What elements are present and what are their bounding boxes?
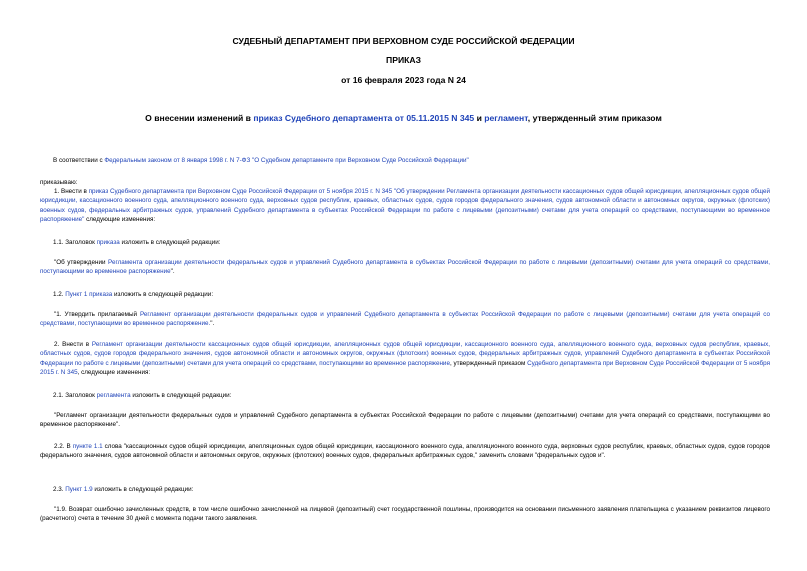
clause-1-suffix: следующие изменения: bbox=[84, 215, 156, 223]
clause-2-1-suffix: изложить в следующей редакции: bbox=[130, 392, 232, 399]
clause-1-2-prefix: 1.2. bbox=[53, 291, 66, 298]
quote-3: "Регламент организации деятельности федеральных судов и управлений Судебного департамента в субъектах Российской Федерации по работе с лицевыми (депозитными) счетами для учета операций со средствами, поступающими во временное распоряжение". bbox=[40, 412, 770, 429]
quote-2-suffix: ". bbox=[210, 320, 215, 328]
title-prefix: О внесении изменений в bbox=[145, 113, 254, 123]
basis-paragraph bbox=[53, 156, 773, 165]
clause-1-order-link[interactable]: приказ Судебного департамента при Верховном Суде Российской Федерации от 5 ноября 2015 г. N 345 "Об утверждении Регламента организации деятельности кассационных судов общей юрисдикции, апелляционных судов общей юрисдикции, кассационного военного суда, апелляционного военного суда, верховных судов республик, краевых, областных судов, судов городов федерального значения, судов автономной области и автономных округов, окружных (флотских) военных судов, федеральных арбитражных судов, управлений Судебного департамента в субъектах Российской Федерации по работе с лицевыми (депозитными) счетами для учета операций со средствами, поступающими во временное распоряжение" bbox=[40, 188, 770, 223]
clause-2-2 bbox=[40, 442, 770, 461]
title-link-regulation[interactable]: регламент bbox=[484, 113, 528, 123]
title-middle: и bbox=[474, 113, 485, 123]
quote-1-link[interactable]: Регламента организации деятельности федеральных судов и управлений Судебного департамента в субъектах Российской Федерации по работе с лицевыми (депозитными) счетами для учета операций со средствами, поступающими во временное распоряжение bbox=[40, 259, 770, 276]
quote-2 bbox=[40, 310, 770, 329]
order-date-number: от 16 февраля 2023 года N 24 bbox=[341, 75, 466, 85]
clause-2-2-prefix: 2.2. В bbox=[54, 443, 73, 450]
clause-2-3-link[interactable]: Пункт 1.9 bbox=[65, 486, 93, 493]
clause-2-order-link[interactable]: Судебного департамента при Верховном Суде Российской Федерации от 5 ноября 2015 г. N 345 bbox=[40, 359, 770, 376]
clause-2-1 bbox=[53, 391, 773, 400]
quote-2-prefix: "1. Утвердить прилагаемый bbox=[54, 311, 140, 318]
quote-4: "1.9. Возврат ошибочно зачисленных средств, в том числе ошибочно зачисленной на лицевой (депозитный) счет государственной пошлины, производится на основании письменного заявления плательщика с указанием реквизитов лицевого (расчетного) счета в течение 30 дней с момента подачи такого заявления. bbox=[40, 506, 770, 523]
clause-1-1-link[interactable]: приказа bbox=[96, 239, 120, 246]
clause-2-regulation-link[interactable]: Регламент организации деятельности кассационных судов общей юрисдикции, апелляционных судов общей юрисдикции, кассационного военного суда, апелляционного военного суда, верховных судов республик, краевых, областных судов, судов городов федерального значения, судов автономной области и автономных округов, окружных (флотских) военных судов, федеральных арбитражных судов, управлений Судебного департамента в субъектах Российской Федерации по работе с лицевыми (депозитными) счетами для учета операций со средствами, поступающими во временное распоряжение bbox=[40, 341, 771, 367]
clause-2-2-suffix: слова "кассационных судов общей юрисдикции, апелляционных судов общей юрисдикции, кассационного военного суда, апелляционного военного суда, верховных судов республик, краевых, областных судов, судов городов федерального значения, судов автономной области и автономных округов, окружных (флотских) военных судов, федеральных арбитражных судов," заменить словами "федеральных судов и". bbox=[40, 443, 770, 460]
clause-2-1-prefix: 2.1. Заголовок bbox=[53, 392, 97, 399]
order-heading: ПРИКАЗ bbox=[386, 55, 421, 65]
clause-2-prefix: 2. Внести в bbox=[54, 341, 92, 348]
quote-1 bbox=[40, 258, 770, 277]
document-title bbox=[0, 113, 807, 123]
clause-2-2-link[interactable]: пункте 1.1 bbox=[72, 443, 103, 450]
clause-1-prefix: 1. Внести в bbox=[54, 188, 89, 195]
clause-1-1 bbox=[53, 238, 773, 247]
clause-2 bbox=[40, 340, 770, 377]
quote-1-prefix: "Об утверждении bbox=[54, 259, 109, 266]
clause-2-1-link[interactable]: регламента bbox=[96, 392, 131, 399]
clause-1-2 bbox=[53, 290, 773, 299]
department-heading: СУДЕБНЫЙ ДЕПАРТАМЕНТ ПРИ ВЕРХОВНОМ СУДЕ РОССИЙСКОЙ ФЕДЕРАЦИИ bbox=[232, 36, 575, 46]
clause-1-2-suffix: изложить в следующей редакции: bbox=[112, 291, 214, 298]
clause-2-3 bbox=[53, 485, 773, 494]
clause-1-1-prefix: 1.1. Заголовок bbox=[53, 239, 97, 246]
clause-2-middle: , утвержденный приказом bbox=[449, 359, 528, 367]
quote-2-link[interactable]: Регламент организации деятельности федеральных судов и управлений Судебного департамента в субъектах Российской Федерации по работе с лицевыми (депозитными) счетами для учета операций со средствами, поступающими во временное распоряжение. bbox=[40, 311, 770, 328]
clause-1-2-link[interactable]: Пункт 1 приказа bbox=[65, 291, 113, 298]
clause-2-3-suffix: изложить в следующей редакции: bbox=[92, 486, 194, 493]
clause-2-suffix: , следующие изменения: bbox=[77, 368, 151, 376]
quote-1-suffix: ". bbox=[170, 268, 175, 276]
order-word: приказываю: bbox=[40, 179, 78, 186]
clause-1-1-suffix: изложить в следующей редакции: bbox=[119, 239, 221, 246]
title-suffix: , утвержденный этим приказом bbox=[527, 113, 662, 123]
clause-1 bbox=[40, 187, 770, 224]
basis-prefix: В соответствии с bbox=[53, 157, 105, 164]
clause-2-3-prefix: 2.3. bbox=[53, 486, 66, 493]
basis-law-link[interactable]: Федеральным законом от 8 января 1998 г. N 7-ФЗ "О Судебном департаменте при Верховном Суде Российской Федерации" bbox=[104, 157, 469, 164]
title-link-order[interactable]: приказ Судебного департамента от 05.11.2015 N 345 bbox=[253, 113, 475, 123]
